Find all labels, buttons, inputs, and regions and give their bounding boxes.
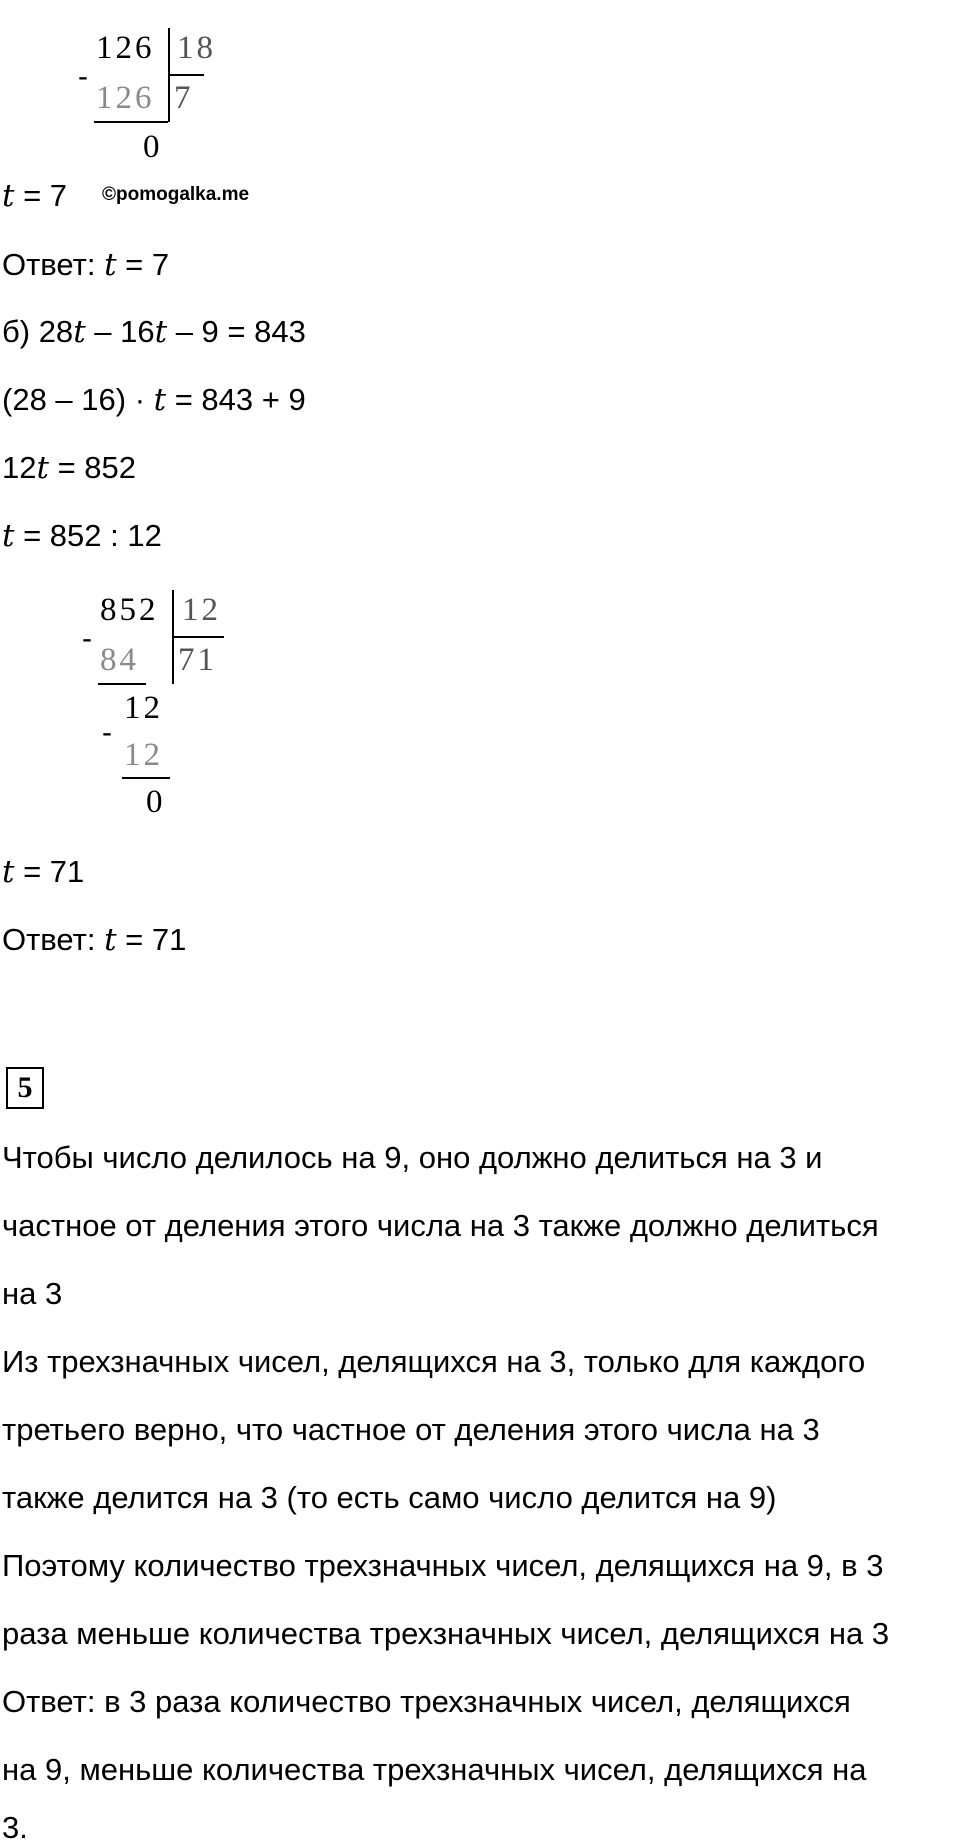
task5-line-11: 3. (2, 1810, 28, 1845)
minus-sign: - (78, 60, 88, 93)
result-line-a: t = 7 (2, 178, 68, 214)
task5-line-2: частное от деления этого числа на 3 также должно делиться (2, 1208, 879, 1243)
remainder: 0 (146, 784, 166, 820)
remainder: 0 (143, 129, 163, 165)
first-subtrahend: 84 (100, 642, 139, 678)
task5-line-7: Поэтому количество трехзначных чисел, делящихся на 9, в 3 (2, 1548, 884, 1583)
minus-sign-1: - (82, 622, 92, 655)
dividend: 126 (96, 30, 155, 66)
task5-line-10: на 9, меньше количества трехзначных чисел, делящихся на (2, 1752, 867, 1787)
task5-line-4: Из трехзначных чисел, делящихся на 3, только для каждого (2, 1344, 866, 1379)
divisor: 12 (182, 592, 221, 628)
subtraction-line-2 (122, 777, 170, 779)
minus-sign-2: - (102, 716, 112, 749)
task-number-box: 5 (6, 1067, 44, 1109)
equation-line-1: б) 28t – 16t – 9 = 843 (2, 314, 306, 350)
divisor-underline (170, 74, 204, 76)
task5-line-3: на 3 (2, 1276, 63, 1311)
subtrahend: 126 (96, 80, 155, 116)
divisor: 18 (177, 30, 216, 66)
second-subtrahend: 12 (124, 737, 163, 773)
answer-line-b: Ответ: t = 71 (2, 922, 187, 958)
partial-dividend: 12 (124, 690, 163, 726)
task5-line-8: раза меньше количества трехзначных чисел, делящихся на 3 (2, 1616, 890, 1651)
watermark: ©pomogalka.me (102, 184, 250, 205)
equation-line-2: (28 – 16) · t = 843 + 9 (2, 382, 306, 418)
quotient: 7 (174, 80, 194, 116)
subtraction-line (94, 121, 168, 123)
answer-line-a: Ответ: t = 7 (2, 247, 170, 283)
divisor-underline (174, 636, 224, 638)
equation-line-4: t = 852 : 12 (2, 518, 162, 554)
equation-line-3: 12t = 852 (2, 450, 137, 486)
result-line-b: t = 71 (2, 854, 85, 890)
dividend: 852 (100, 592, 159, 628)
task5-line-5: третьего верно, что частное от деления этого числа на 3 (2, 1412, 820, 1447)
task5-line-6: также делится на 3 (то есть само число делится на 9) (2, 1480, 777, 1515)
task5-line-9: Ответ: в 3 раза количество трехзначных чисел, делящихся (2, 1684, 851, 1719)
quotient: 71 (178, 642, 217, 678)
subtraction-line-1 (98, 683, 146, 685)
task5-line-1: Чтобы число делилось на 9, оно должно делиться на 3 и (2, 1140, 823, 1175)
